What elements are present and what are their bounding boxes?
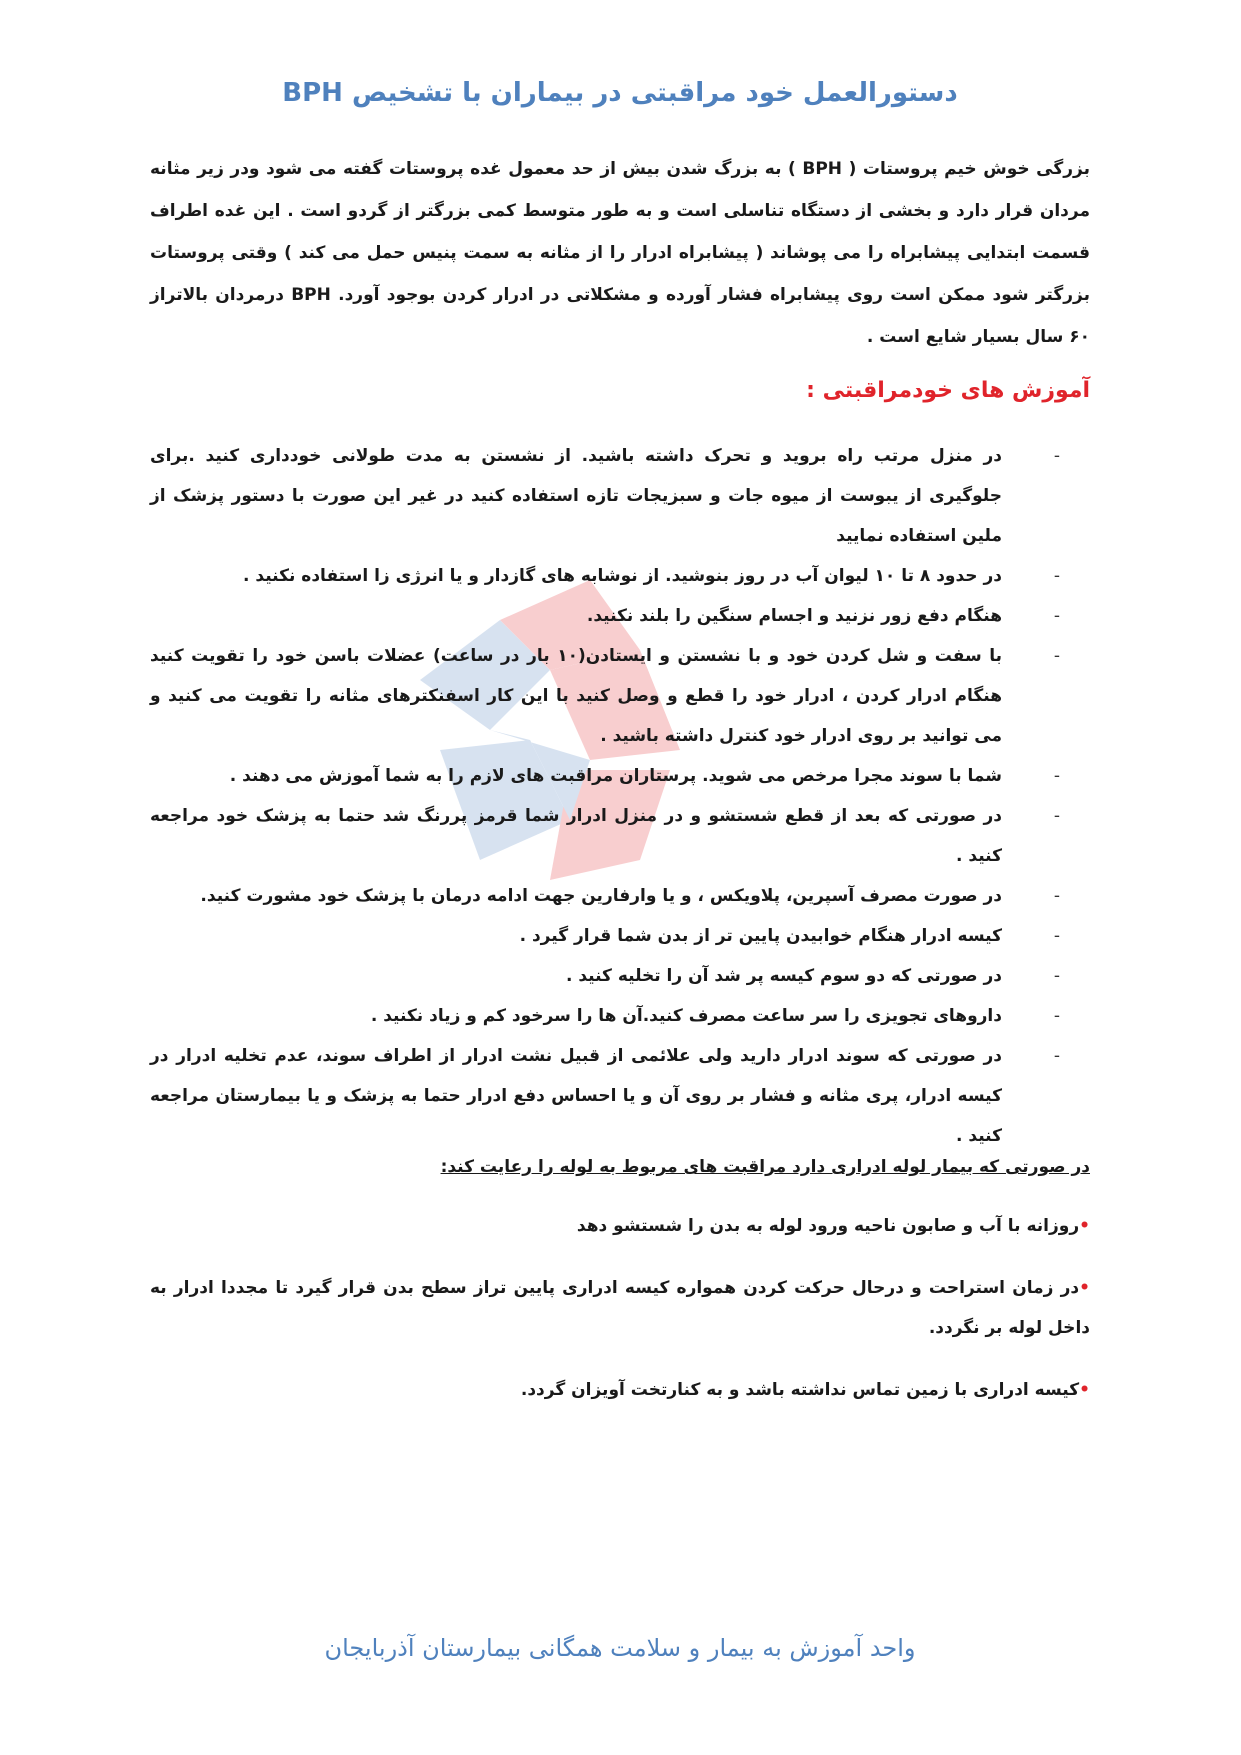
tube-care-item	[150, 1206, 1090, 1246]
list-dash: -	[1053, 806, 1060, 826]
list-dash: -	[1053, 606, 1060, 626]
list-item-text: کیسه ادرار هنگام خوابیدن پایین تر از بدن شما قرار گیرد .	[519, 926, 1002, 946]
list-item-text: با سفت و شل کردن خود و با نشستن و ایستادن(۱۰ بار در ساعت) عضلات باسن خود را تقویت کنید هنگام ادرار کردن ، ادرار خود را قطع و وصل کنید با این کار اسفنکترهای مثانه را تقویت می کنید و می توانید بر روی ادرار خود کنترل داشته باشید .	[150, 646, 1002, 746]
bullet-icon: •	[1079, 1278, 1090, 1298]
tube-care-text: روزانه با آب و صابون ناحیه ورود لوله به بدن را شستشو دهد	[576, 1216, 1080, 1236]
list-item	[150, 1036, 1090, 1156]
tube-care-text: در زمان استراحت و درحال حرکت کردن همواره کیسه ادراری پایین تراز سطح بدن قرار گیرد تا مجددا ادرار به داخل لوله بر نگردد.	[150, 1278, 1090, 1338]
list-dash: -	[1053, 966, 1060, 986]
list-item	[150, 436, 1090, 556]
list-item	[150, 556, 1090, 596]
self-care-heading: آموزش های خودمراقبتی :	[806, 378, 1090, 403]
document-title: دستورالعمل خود مراقبتی در بیماران با تشخیص BPH	[282, 78, 958, 108]
list-item	[150, 636, 1090, 756]
list-item	[150, 996, 1090, 1036]
list-item-text: هنگام دفع زور نزنید و اجسام سنگین را بلند نکنید.	[586, 606, 1002, 626]
list-dash: -	[1053, 566, 1060, 586]
bullet-icon: •	[1079, 1380, 1090, 1400]
list-dash: -	[1053, 1006, 1060, 1026]
list-item-text: شما با سوند مجرا مرخص می شوید. پرستاران مراقبت های لازم را به شما آموزش می دهند .	[229, 766, 1002, 786]
list-dash: -	[1053, 766, 1060, 786]
list-item-text: داروهای تجویزی را سر ساعت مصرف کنید.آن ها را سرخود کم و زیاد نکنید .	[370, 1006, 1002, 1026]
list-item-text: در صورت مصرف آسپرین، پلاویکس ، و یا وارفارین جهت ادامه درمان با پزشک خود مشورت کنید.	[200, 886, 1002, 906]
tube-care-text: کیسه ادراری با زمین تماس نداشته باشد و به کنارتخت آویزان گردد.	[520, 1380, 1080, 1400]
list-dash: -	[1053, 446, 1060, 466]
list-dash: -	[1053, 886, 1060, 906]
list-item	[150, 876, 1090, 916]
tube-care-item	[150, 1268, 1090, 1348]
footer-text: واحد آموزش به بیمار و سلامت همگانی بیمارستان آذربایجان	[324, 1634, 916, 1662]
list-item-text: در صورتی که سوند ادرار دارید ولی علائمی از قبیل نشت ادرار از اطراف سوند، عدم تخلیه ادرار در کیسه ادرار، پری مثانه و فشار بر روی آن و یا احساس دفع ادرار حتما به پزشک و یا بیمارستان مراجعه کنید .	[150, 1046, 1002, 1146]
list-dash: -	[1053, 1046, 1060, 1066]
list-dash: -	[1053, 646, 1060, 666]
bullet-icon: •	[1079, 1216, 1090, 1236]
urinary-tube-heading: در صورتی که بیمار لوله ادراری دارد مراقبت های مربوط به لوله را رعایت کند:	[440, 1157, 1090, 1177]
list-item	[150, 756, 1090, 796]
list-item	[150, 796, 1090, 876]
tube-care-item	[150, 1370, 1090, 1410]
list-item-text: در منزل مرتب راه بروید و تحرک داشته باشید. از نشستن به مدت طولانی خودداری کنید .برای جلوگیری از یبوست از میوه جات و سبزیجات تازه استفاده کنید در غیر این صورت با دستور پزشک از ملین استفاده نمایید	[150, 446, 1002, 546]
list-item-text: در حدود ۸ تا ۱۰ لیوان آب در روز بنوشید. از نوشابه های گازدار و یا انرژی زا استفاده نکنید .	[243, 566, 1002, 586]
list-item	[150, 916, 1090, 956]
intro-paragraph: بزرگی خوش خیم پروستات ( BPH ) به بزرگ شدن بیش از حد معمول غده پروستات گفته می شود ودر زیر مثانه مردان قرار دارد و بخشی از دستگاه تناسلی است و به طور متوسط کمی بزرگتر از گردو است . این غده اطراف قسمت ابتدایی پیشابراه را می پوشاند ( پیشابراه ادرار را از مثانه به سمت پنیس حمل می کند ) وقتی پروستات بزرگتر شود ممکن است روی پیشابراه فشار آورده و مشکلاتی در ادرار کردن بوجود آورد. BPH درمردان بالاتراز ۶۰ سال بسیار شایع است .	[150, 159, 1091, 347]
list-item-text: در صورتی که بعد از قطع شستشو و در منزل ادرار شما قرمز پررنگ شد حتما به پزشک خود مراجعه کنید .	[150, 806, 1002, 866]
list-item	[150, 956, 1090, 996]
list-item	[150, 596, 1090, 636]
self-care-list	[150, 436, 1090, 1156]
list-dash: -	[1053, 926, 1060, 946]
list-item-text: در صورتی که دو سوم کیسه پر شد آن را تخلیه کنید .	[565, 966, 1002, 986]
